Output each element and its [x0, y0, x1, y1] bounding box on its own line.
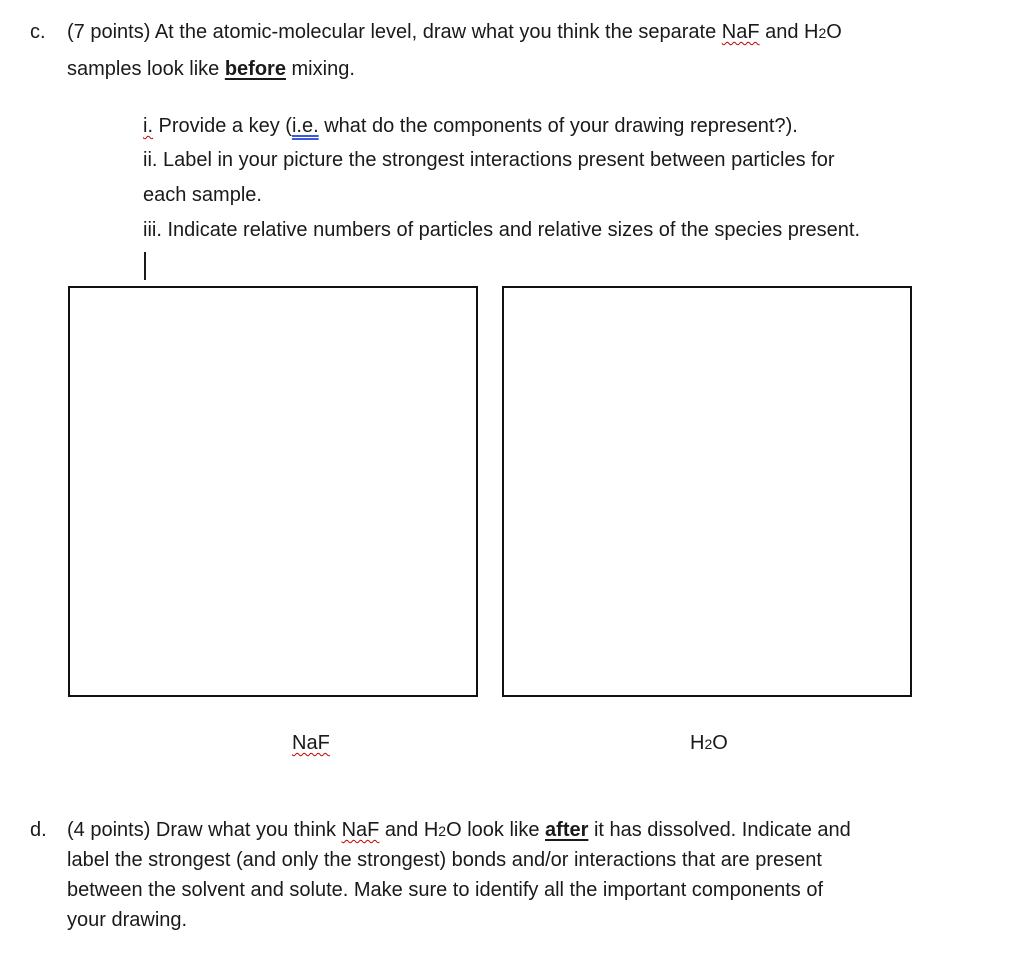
part-c-before: before	[224, 58, 286, 80]
part-d-line-3: between the solvent and solute. Make sure to identify all the important components of	[67, 879, 823, 901]
part-c-line-2-prefix: samples look like	[67, 58, 225, 80]
part-c-line-1-mid: and H	[759, 21, 819, 43]
part-c-naf: NaF	[721, 21, 760, 43]
part-c-item-ii-line-2: each sample.	[143, 184, 262, 206]
part-d-subscript-2: 2	[438, 823, 447, 839]
part-d-line-1-prefix: (4 points) Draw what you think	[67, 819, 342, 841]
h2o-box-label-o: O	[712, 732, 728, 754]
part-c-item-i-marker: i.	[143, 115, 153, 137]
part-c-subscript-2: 2	[818, 25, 827, 41]
text-cursor[interactable]	[144, 252, 146, 280]
part-d-line-4: your drawing.	[67, 909, 188, 931]
part-d-line-1-end: it has dissolved. Indicate and	[588, 819, 851, 841]
h2o-drawing-box[interactable]	[502, 286, 912, 697]
part-c-item-i-ie: i.e.	[291, 115, 319, 137]
part-c-line-1-prefix: (7 points) At the atomic-molecular level, draw what you think the separate	[67, 21, 722, 43]
h2o-box-label-h: H	[690, 732, 705, 754]
part-c-line-1-end: O	[826, 21, 842, 43]
part-d-marker: d.	[30, 819, 47, 841]
h2o-box-label-sub: 2	[704, 736, 713, 752]
part-d-line-2: label the strongest (and only the strongest) bonds and/or interactions that are present	[67, 849, 822, 871]
part-d-line-1-mid: and H	[379, 819, 439, 841]
part-c-item-i-post: what do the components of your drawing represent?).	[318, 115, 798, 137]
part-c-line-1	[67, 20, 842, 44]
part-c-marker: c.	[30, 21, 46, 43]
part-c-item-i-pre: Provide a key (	[153, 115, 292, 137]
naf-box-label-text: NaF	[292, 732, 330, 754]
part-d-line-1-mid2: O look like	[446, 819, 546, 841]
h2o-box-label	[690, 731, 728, 755]
naf-drawing-box[interactable]	[68, 286, 478, 697]
part-c-item-ii-line-1: ii. Label in your picture the strongest interactions present between particles for	[143, 149, 835, 171]
part-c-item-i	[143, 114, 798, 138]
part-d-line-1	[67, 818, 851, 842]
part-d-after: after	[545, 819, 589, 841]
part-c-item-iii: iii. Indicate relative numbers of particles and relative sizes of the species present.	[143, 219, 861, 241]
part-c-line-2	[67, 57, 355, 81]
part-c-line-2-end: mixing.	[285, 58, 355, 80]
part-d-naf: NaF	[341, 819, 380, 841]
naf-box-label	[292, 731, 330, 755]
